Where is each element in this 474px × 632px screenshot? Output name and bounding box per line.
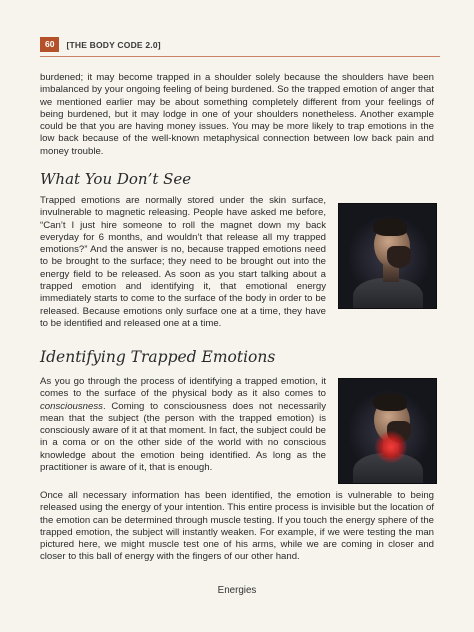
see-paragraph: Trapped emotions are normally stored under the skin surface, invulnerable to magnetic releasing. People have asked me before, “Can’t I just hire someone to roll the magnet down my back everyday for 6 months, and wouldn’t that release all my trapped emotions?” And the answer is no, because trapped emotions need to be brought to the surface; they need to be brought out into the energy field to be released. As soon as you start talking about a trapped emotion and identifying it, that emotional energy immediately starts to come to the surface of the body in order to be released. Because emotions only surface one at a time, they have to be identified and released one at a time. bbox=[40, 195, 326, 329]
identify-emphasis: consciousness bbox=[40, 400, 103, 412]
energy-ball bbox=[375, 431, 407, 463]
final-paragraph: Once all necessary information has been identified, the emotion is vulnerable to being released using the energy of your intention. This entire process is invisible but the location of the emotion can be determined through muscle testing. If you touch the energy sphere of the trapped emotion, the subject will instantly weaken. For example, if we were testing the man pictured here, we might muscle test one of his arms, while we are coming in closer and closer to this ball of energy with the fingers of our other hand. bbox=[40, 490, 434, 563]
man-energy-photo bbox=[338, 378, 437, 484]
identify-text-before: As you go through the process of identifying a trapped emotion, it comes to the surface of the physical body as it also comes to bbox=[40, 376, 326, 400]
identify-paragraph bbox=[40, 376, 326, 474]
man-profile-photo bbox=[338, 203, 437, 309]
section-heading-what-you-dont-see: What You Don’t See bbox=[40, 170, 192, 188]
header-divider bbox=[40, 56, 440, 57]
page-number: 60 bbox=[40, 37, 59, 52]
running-title: [THE BODY CODE 2.0] bbox=[66, 39, 161, 50]
running-header bbox=[40, 37, 161, 52]
page-footer: Energies bbox=[217, 585, 257, 596]
intro-paragraph: burdened; it may become trapped in a shoulder solely because the shoulders have been imbalanced by your ongoing feeling of being burdened. So the trapped emotion of anger that we mentioned earlier may be about something completely different from your feelings of being burdened, but it may lodge in one of your shoulders nonetheless. Another example could be that you are having money issues. You may be more likely to trap emotions in the low back because of the well-known metaphysical connection between low back pain and money trouble. bbox=[40, 72, 434, 157]
section-heading-identifying: Identifying Trapped Emotions bbox=[40, 348, 276, 366]
identify-text-after: . Coming to consciousness does not necessarily mean that the subject (the person with the trapped emotion) is consciously aware of it at that moment. In fact, the subject could be in a coma or on the other side of the world with no conscious knowledge about the emotion being identified. As long as the practitioner is aware of it, that is enough. bbox=[40, 400, 326, 474]
